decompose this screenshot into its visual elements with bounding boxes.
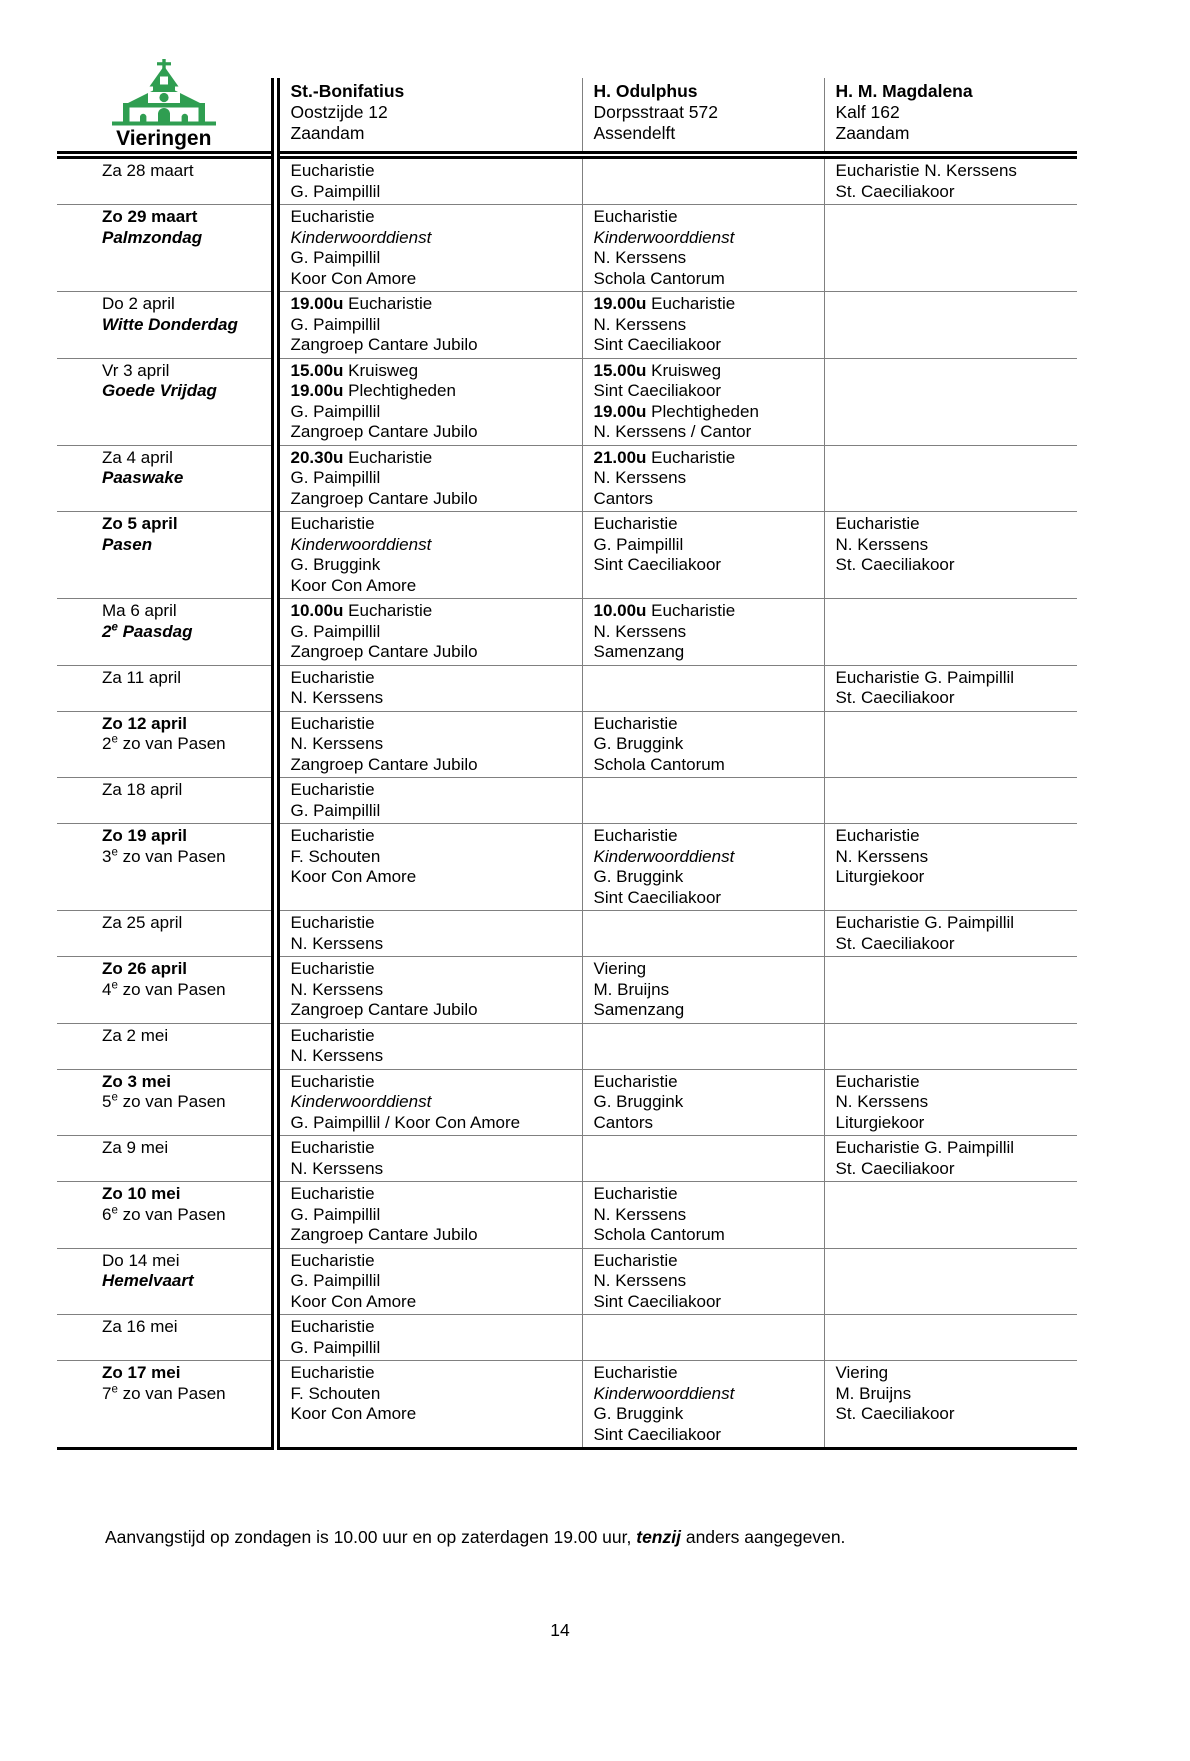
- odulphus-cell: Eucharistie N. Kerssens Sint Caeciliakoor: [582, 1248, 824, 1315]
- date-cell: Za 9 mei: [102, 1138, 169, 1157]
- bonifatius-cell: Eucharistie N. Kerssens Zangroep Cantare Jubilo: [275, 957, 582, 1024]
- bonifatius-cell: Eucharistie Kinderwoorddienst G. Bruggink Koor Con Amore: [275, 512, 582, 599]
- magdalena-cell: [824, 1315, 1077, 1361]
- table-row: [57, 292, 1077, 359]
- odulphus-cell: [582, 1023, 824, 1069]
- magdalena-cell: Viering M. Bruijns St. Caeciliakoor: [824, 1361, 1077, 1449]
- bonifatius-cell: Eucharistie F. Schouten Koor Con Amore: [275, 1361, 582, 1449]
- date-cell: Do 14 mei Hemelvaart: [102, 1250, 194, 1290]
- table-row: [57, 711, 1077, 778]
- table-row: [57, 205, 1077, 292]
- table-row: [57, 824, 1077, 911]
- bonifatius-cell: Eucharistie G. Paimpillil Koor Con Amore: [275, 1248, 582, 1315]
- bonifatius-cell: Eucharistie G. Paimpillil: [275, 1315, 582, 1361]
- bonifatius-cell: Eucharistie Kinderwoorddienst G. Paimpillil Koor Con Amore: [275, 205, 582, 292]
- odulphus-cell: [582, 665, 824, 711]
- church-icon: [112, 59, 216, 126]
- magdalena-cell: [824, 711, 1077, 778]
- church-street: Oostzijde 12: [290, 102, 388, 122]
- odulphus-cell: [582, 1315, 824, 1361]
- column-header-odulphus: [582, 78, 824, 155]
- date-cell: Zo 29 maart Palmzondag: [102, 207, 203, 247]
- odulphus-cell: [582, 155, 824, 205]
- church-city: Zaandam: [290, 123, 365, 143]
- magdalena-cell: [824, 358, 1077, 445]
- magdalena-cell: [824, 205, 1077, 292]
- date-cell: Za 11 april: [102, 667, 182, 687]
- table-row: [57, 1136, 1077, 1182]
- odulphus-cell: Eucharistie Kinderwoorddienst G. Bruggink Sint Caeciliakoor: [582, 1361, 824, 1449]
- page-number: 14: [550, 1620, 570, 1640]
- table-row: [57, 778, 1077, 824]
- odulphus-cell: 10.00u Eucharistie N. Kerssens Samenzang: [582, 599, 824, 666]
- date-cell: Zo 26 april 4e zo van Pasen: [102, 959, 226, 999]
- date-cell: Za 28 maart: [102, 161, 194, 180]
- magdalena-cell: [824, 1023, 1077, 1069]
- bonifatius-cell: 19.00u Eucharistie G. Paimpillil Zangroep Cantare Jubilo: [275, 292, 582, 359]
- bonifatius-cell: 10.00u Eucharistie G. Paimpillil Zangroep Cantare Jubilo: [275, 599, 582, 666]
- table-row: [57, 665, 1077, 711]
- magdalena-cell: Eucharistie N. Kerssens St. Caeciliakoor: [824, 155, 1077, 205]
- magdalena-cell: [824, 1248, 1077, 1315]
- table-row: [57, 358, 1077, 445]
- page-title: Vieringen: [116, 127, 212, 150]
- table-row: [57, 512, 1077, 599]
- bonifatius-cell: Eucharistie N. Kerssens Zangroep Cantare Jubilo: [275, 711, 582, 778]
- magdalena-cell: Eucharistie G. Paimpillil St. Caeciliakoor: [824, 911, 1077, 957]
- table-row: [57, 1248, 1077, 1315]
- odulphus-cell: Eucharistie G. Bruggink Schola Cantorum: [582, 711, 824, 778]
- date-cell: Za 18 april: [102, 780, 183, 799]
- bonifatius-cell: Eucharistie N. Kerssens: [275, 665, 582, 711]
- odulphus-cell: 21.00u Eucharistie N. Kerssens Cantors: [582, 445, 824, 512]
- church-city: Assendelft: [593, 123, 676, 143]
- magdalena-cell: [824, 778, 1077, 824]
- odulphus-cell: Eucharistie N. Kerssens Schola Cantorum: [582, 1182, 824, 1249]
- date-cell: Do 2 april Witte Donderdag: [102, 294, 238, 334]
- corner-header: [57, 78, 275, 155]
- table-row: [57, 957, 1077, 1024]
- table-row: [57, 911, 1077, 957]
- magdalena-cell: [824, 445, 1077, 512]
- bonifatius-cell: 20.30u Eucharistie G. Paimpillil Zangroep Cantare Jubilo: [275, 445, 582, 512]
- magdalena-cell: Eucharistie N. Kerssens Liturgiekoor: [824, 1069, 1077, 1136]
- odulphus-cell: Eucharistie G. Paimpillil Sint Caeciliakoor: [582, 512, 824, 599]
- table-row: [57, 1361, 1077, 1449]
- date-cell: Zo 17 mei 7e zo van Pasen: [102, 1363, 226, 1403]
- bonifatius-cell: Eucharistie G. Paimpillil: [275, 155, 582, 205]
- date-cell: Za 4 april Paaswake: [102, 447, 184, 487]
- table-row: [57, 445, 1077, 512]
- bonifatius-cell: Eucharistie Kinderwoorddienst G. Paimpillil / Koor Con Amore: [275, 1069, 582, 1136]
- date-cell: Vr 3 april Goede Vrijdag: [102, 360, 217, 400]
- bonifatius-cell: Eucharistie N. Kerssens: [275, 1136, 582, 1182]
- table-row: [57, 1182, 1077, 1249]
- magdalena-cell: [824, 599, 1077, 666]
- odulphus-cell: 15.00u Kruisweg Sint Caeciliakoor 19.00u Plechtigheden N. Kerssens / Cantor: [582, 358, 824, 445]
- date-cell: Za 25 april: [102, 913, 183, 932]
- table-row: [57, 1023, 1077, 1069]
- odulphus-cell: [582, 1136, 824, 1182]
- magdalena-cell: Eucharistie G. Paimpillil St. Caeciliakoor: [824, 1136, 1077, 1182]
- odulphus-cell: Viering M. Bruijns Samenzang: [582, 957, 824, 1024]
- vieringen-table: [57, 78, 1077, 1450]
- church-city: Zaandam: [835, 123, 910, 143]
- church-name: H. M. Magdalena: [835, 81, 973, 101]
- magdalena-cell: [824, 957, 1077, 1024]
- magdalena-cell: [824, 292, 1077, 359]
- table-row: [57, 599, 1077, 666]
- magdalena-cell: Eucharistie N. Kerssens St. Caeciliakoor: [824, 512, 1077, 599]
- bonifatius-cell: Eucharistie G. Paimpillil: [275, 778, 582, 824]
- bonifatius-cell: Eucharistie N. Kerssens: [275, 1023, 582, 1069]
- date-cell: Zo 12 april 2e zo van Pasen: [102, 713, 226, 753]
- column-header-bonifatius: [275, 78, 582, 155]
- church-street: Kalf 162: [835, 102, 900, 122]
- church-name: H. Odulphus: [593, 81, 698, 101]
- table-row: [57, 155, 1077, 205]
- magdalena-cell: Eucharistie G. Paimpillil St. Caeciliakoor: [824, 665, 1077, 711]
- odulphus-cell: [582, 911, 824, 957]
- date-cell: Zo 19 april 3e zo van Pasen: [102, 826, 226, 866]
- bonifatius-cell: 15.00u Kruisweg 19.00u Plechtigheden G. Paimpillil Zangroep Cantare Jubilo: [275, 358, 582, 445]
- church-name: St.-Bonifatius: [290, 81, 405, 101]
- table-body: [57, 155, 1077, 1449]
- odulphus-cell: Eucharistie G. Bruggink Cantors: [582, 1069, 824, 1136]
- header-row: [57, 78, 1077, 155]
- church-street: Dorpsstraat 572: [593, 102, 719, 122]
- date-cell: Zo 5 april Pasen: [102, 514, 178, 554]
- table-row: [57, 1069, 1077, 1136]
- column-header-magdalena: [824, 78, 1077, 155]
- date-cell: Za 2 mei: [102, 1025, 169, 1045]
- date-cell: Ma 6 april 2e Paasdag: [102, 601, 193, 641]
- bonifatius-cell: Eucharistie F. Schouten Koor Con Amore: [275, 824, 582, 911]
- odulphus-cell: 19.00u Eucharistie N. Kerssens Sint Caeciliakoor: [582, 292, 824, 359]
- date-cell: Zo 3 mei 5e zo van Pasen: [102, 1071, 226, 1111]
- bonifatius-cell: Eucharistie G. Paimpillil Zangroep Cantare Jubilo: [275, 1182, 582, 1249]
- footer-note: Aanvangstijd op zondagen is 10.00 uur en op zaterdagen 19.00 uur, tenzij anders aangegeven.: [105, 1527, 846, 1547]
- magdalena-cell: [824, 1182, 1077, 1249]
- odulphus-cell: [582, 778, 824, 824]
- bonifatius-cell: Eucharistie N. Kerssens: [275, 911, 582, 957]
- date-cell: Zo 10 mei 6e zo van Pasen: [102, 1184, 226, 1224]
- odulphus-cell: Eucharistie Kinderwoorddienst G. Bruggink Sint Caeciliakoor: [582, 824, 824, 911]
- magdalena-cell: Eucharistie N. Kerssens Liturgiekoor: [824, 824, 1077, 911]
- vieringen-block: [57, 59, 271, 151]
- date-cell: Za 16 mei: [102, 1317, 178, 1336]
- odulphus-cell: Eucharistie Kinderwoorddienst N. Kerssens Schola Cantorum: [582, 205, 824, 292]
- table-row: [57, 1315, 1077, 1361]
